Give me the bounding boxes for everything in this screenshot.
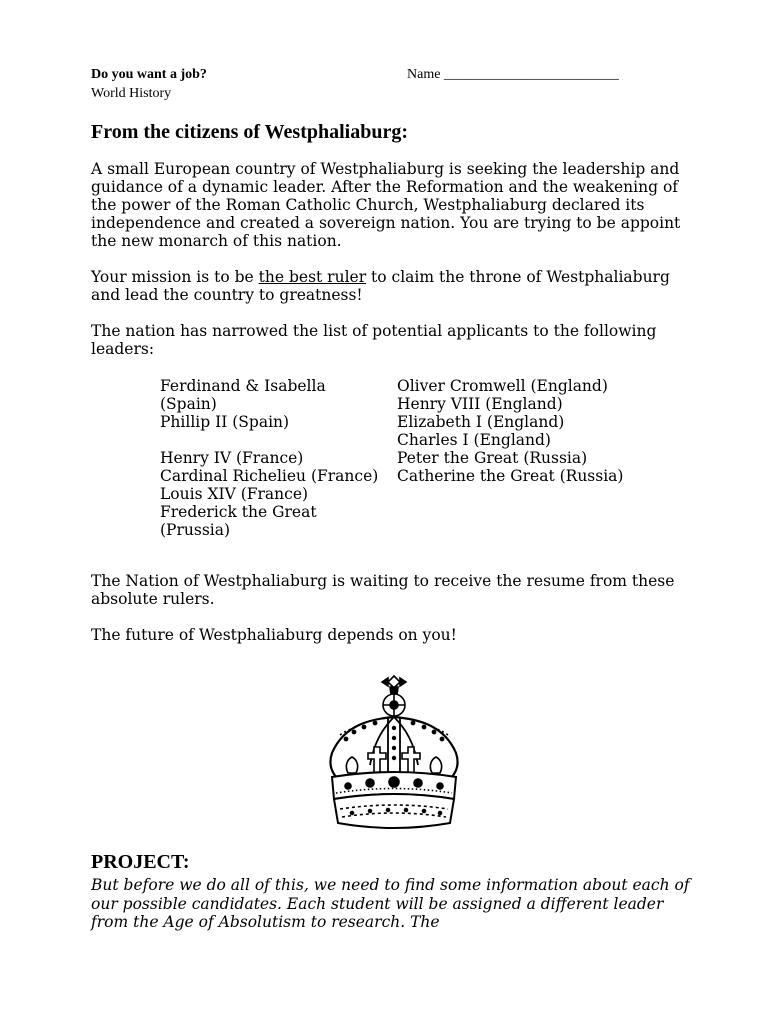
document-header: [91, 65, 207, 103]
mission-text-before: Your mission is to be: [91, 268, 259, 286]
leader-frederick-the-great: Frederick the Great (Prussia): [160, 503, 317, 539]
leader-charles-i: Charles I (England): [397, 431, 551, 449]
mission-paragraph: [91, 268, 691, 304]
leader-catherine-the-great: Catherine the Great (Russia): [397, 467, 624, 485]
leader-oliver-cromwell: Oliver Cromwell (England): [397, 377, 608, 395]
project-title: PROJECT:: [91, 851, 190, 873]
crown-icon: [318, 673, 470, 833]
leader-ferdinand-isabella: Ferdinand & Isabella (Spain): [160, 377, 326, 413]
waiting-paragraph: The Nation of Westphaliaburg is waiting to receive the resume from these absolute rulers.: [91, 572, 675, 608]
leaders-column-left: [160, 377, 380, 539]
leader-henry-iv: Henry IV (France): [160, 449, 304, 467]
leader-henry-viii: Henry VIII (England): [397, 395, 563, 413]
list-intro-paragraph: The nation has narrowed the list of potential applicants to the following leaders:: [91, 322, 657, 358]
mission-text-after: to claim the throne of Westphaliaburg and lead the country to greatness!: [91, 268, 670, 304]
leader-louis-xiv: Louis XIV (France): [160, 485, 309, 503]
leaders-column-right: [397, 377, 637, 485]
course-subject: World History: [91, 86, 172, 101]
document-title: Do you want a job?: [91, 67, 207, 82]
section-heading: From the citizens of Westphaliaburg:: [91, 121, 409, 143]
intro-paragraph: A small European country of Westphaliaburg is seeking the leadership and guidance of a dynamic leader. After the Reformation and the weakening of the power of the Roman Catholic Church, Westphaliaburg declared its independence and created a sovereign nation. You are trying to be appoint the new monarch of this nation.: [91, 160, 681, 250]
project-description: But before we do all of this, we need to find some information about each of our possible candidates. Each student will be assigned a different leader from the Age of Absolutism to research. The: [91, 876, 690, 931]
list-spacer: [160, 431, 380, 449]
leader-phillip-ii: Phillip II (Spain): [160, 413, 290, 431]
leader-peter-the-great: Peter the Great (Russia): [397, 449, 588, 467]
mission-emphasis: the best ruler: [258, 268, 367, 286]
leader-elizabeth-i: Elizabeth I (England): [397, 413, 565, 431]
future-paragraph: The future of Westphaliaburg depends on you!: [91, 626, 457, 644]
leader-cardinal-richelieu: Cardinal Richelieu (France): [160, 467, 379, 485]
name-field-label: Name _________________________: [407, 67, 619, 82]
